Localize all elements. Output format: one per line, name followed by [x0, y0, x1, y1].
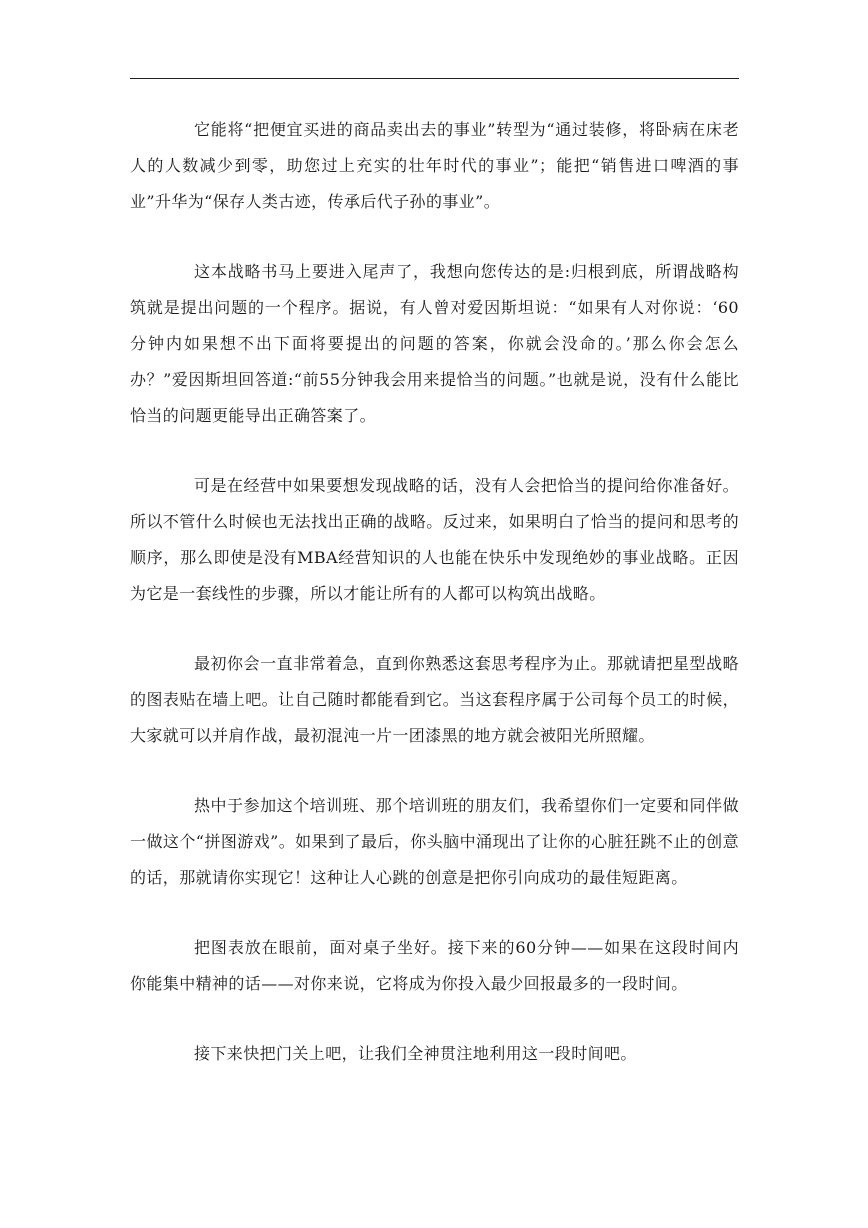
document-body: [130, 112, 739, 1106]
paragraph: 热中于参加这个培训班、那个培训班的朋友们，我希望你们一定要和同伴做一做这个“拼图游戏”。如果到了最后，你头脑中涌现出了让你的心脏狂跳不止的创意的话，那就请你实现它！这种让人心跳的创意是把你引向成功的最佳短距离。: [130, 796, 739, 887]
paragraph: 它能将“把便宜买进的商品卖出去的事业”转型为“通过装修，将卧病在床老人的人数减少到零，助您过上充实的壮年时代的事业”；能把“销售进口啤酒的事业”升华为“保存人类古迹，传承后代子孙的事业”。: [130, 120, 739, 211]
paragraph: 最初你会一直非常着急，直到你熟悉这套思考程序为止。那就请把星型战略的图表贴在墙上吧。让自己随时都能看到它。当这套程序属于公司每个员工的时候，大家就可以并肩作战，最初混沌一片一团漆黑的地方就会被阳光所照耀。: [130, 654, 739, 745]
paragraph: 把图表放在眼前，面对桌子坐好。接下来的60分钟——如果在这段时间内你能集中精神的话——对你来说，它将成为你投入最少回报最多的一段时间。: [130, 938, 739, 993]
paragraph: 这本战略书马上要进入尾声了，我想向您传达的是:归根到底，所谓战略构筑就是提出问题的一个程序。据说，有人曾对爱因斯坦说：“如果有人对你说：‘60分钟内如果想不出下面将要提出的问题的答案，你就会没命的。’那么你会怎么办？”爱因斯坦回答道:“前55分钟我会用来提恰当的问题。”也就是说，没有什么能比恰当的问题更能导出正确答案了。: [130, 262, 739, 425]
paragraph: 可是在经营中如果要想发现战略的话，没有人会把恰当的提问给你准备好。所以不管什么时候也无法找出正确的战略。反过来，如果明白了恰当的提问和思考的顺序，那么即使是没有MBA经营知识的人也能在快乐中发现绝妙的事业战略。正因为它是一套线性的步骤，所以才能让所有的人都可以构筑出战略。: [130, 476, 739, 603]
header-rule: [130, 78, 739, 79]
paragraph: 接下来快把门关上吧，让我们全神贯注地利用这一段时间吧。: [194, 1044, 637, 1063]
